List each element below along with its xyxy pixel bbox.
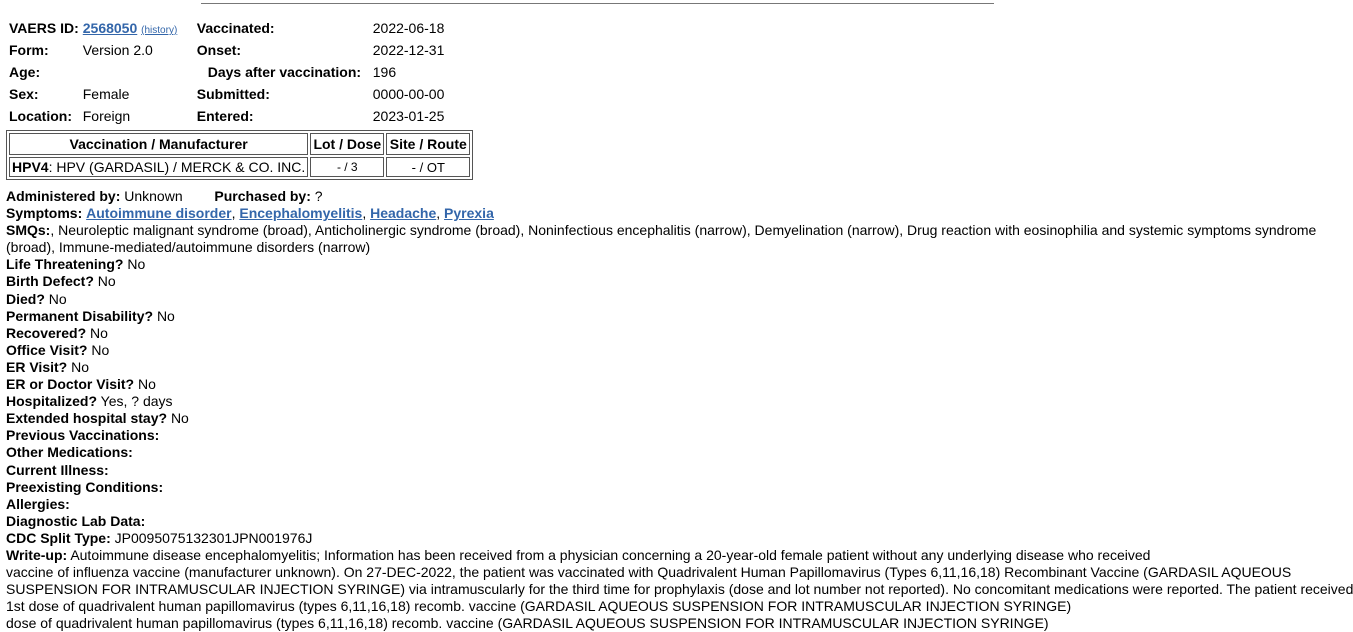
symptom-link-autoimmune[interactable]: Autoimmune disorder bbox=[86, 205, 232, 222]
onset-value: 2022-12-31 bbox=[372, 42, 445, 58]
age-label: Age: bbox=[9, 64, 41, 80]
vaers-id-cell bbox=[82, 18, 194, 38]
col-lot-header: Lot / Dose bbox=[310, 133, 384, 155]
administered-label: Administered by: bbox=[6, 188, 121, 204]
other-medications-row bbox=[6, 444, 1206, 461]
allergies-row bbox=[6, 496, 1206, 513]
office-visit-value: No bbox=[91, 341, 110, 358]
location-label: Location: bbox=[9, 108, 72, 124]
office-visit-row bbox=[6, 342, 1206, 359]
site-route-cell: - / OT bbox=[386, 157, 470, 177]
symptom-separator: , bbox=[436, 205, 445, 222]
administered-value: Unknown bbox=[124, 188, 183, 204]
symptom-link-headache[interactable]: Headache bbox=[370, 205, 437, 222]
birth-defect-value: No bbox=[97, 273, 116, 290]
vaccine-table bbox=[6, 130, 473, 180]
er-doctor-label: ER or Doctor Visit? bbox=[6, 376, 135, 393]
age-value bbox=[82, 62, 194, 82]
hospitalized-label: Hospitalized? bbox=[6, 393, 98, 410]
died-value: No bbox=[48, 290, 67, 307]
vaccine-name: : HPV (GARDASIL) / MERCK & CO. INC. bbox=[48, 159, 306, 175]
purchased-value: ? bbox=[314, 188, 323, 204]
vaccine-name-cell bbox=[9, 157, 308, 177]
top-divider bbox=[201, 3, 994, 4]
hospitalized-row bbox=[6, 393, 1206, 410]
symptom-separator: , bbox=[362, 205, 371, 222]
entered-value: 2023-01-25 bbox=[372, 108, 445, 124]
disability-label: Permanent Disability? bbox=[6, 307, 154, 324]
diagnostic-label: Diagnostic Lab Data: bbox=[6, 512, 146, 529]
extended-stay-label: Extended hospital stay? bbox=[6, 410, 168, 427]
vaccinated-value: 2022-06-18 bbox=[372, 20, 445, 36]
recovered-value: No bbox=[90, 324, 108, 341]
diagnostic-row bbox=[6, 513, 1206, 530]
symptom-separator: , bbox=[231, 205, 240, 222]
smqs-row-continued: (broad), Immune-mediated/autoimmune disorders (narrow) bbox=[6, 239, 371, 256]
days-value: 196 bbox=[372, 64, 397, 80]
birth-defect-row bbox=[6, 273, 1206, 290]
purchased-label: Purchased by: bbox=[214, 188, 311, 204]
life-threatening-row bbox=[6, 256, 1206, 273]
form-value: Version 2.0 bbox=[82, 42, 153, 58]
symptom-link-encephalomyelitis[interactable]: Encephalomyelitis bbox=[239, 205, 363, 222]
extended-stay-row bbox=[6, 410, 1206, 427]
symptoms-label: Symptoms: bbox=[6, 205, 83, 222]
er-visit-label: ER Visit? bbox=[6, 358, 68, 375]
writeup-row bbox=[6, 547, 1206, 564]
symptom-link-pyrexia[interactable]: Pyrexia bbox=[444, 205, 494, 222]
cdc-split-row bbox=[6, 530, 1206, 547]
life-threatening-value: No bbox=[127, 256, 146, 273]
smqs-value: , Neuroleptic malignant syndrome (broad), Anticholinergic syndrome (broad), Noninfectious encephalitis (narrow), Demyelination (narrow), Drug reaction with eosinophilia and systemic symptoms syndrome bbox=[50, 222, 1317, 239]
onset-label: Onset: bbox=[196, 42, 242, 58]
writeup-label: Write-up: bbox=[6, 546, 68, 563]
report-header bbox=[6, 16, 447, 128]
writeup-text: Autoimmune disease encephalomyelitis; Information has been received from a physician concerning a 20-year-old female patient without any underlying disease who received bbox=[70, 546, 1151, 563]
er-doctor-value: No bbox=[137, 376, 156, 393]
sex-value: Female bbox=[82, 86, 130, 102]
lot-dose-cell: - / 3 bbox=[310, 157, 384, 177]
office-visit-label: Office Visit? bbox=[6, 341, 88, 358]
disability-row bbox=[6, 308, 1206, 325]
smqs-label: SMQs: bbox=[6, 222, 51, 239]
history-link[interactable]: (history) bbox=[141, 25, 178, 36]
died-label: Died? bbox=[6, 290, 45, 307]
writeup-line-4: 1st dose of quadrivalent human papillomavirus (types 6,11,16,18) recomb. vaccine (GARDASIL AQUEOUS SUSPENSION FOR INTRAMUSCULAR INJECTION SYRINGE) bbox=[6, 598, 1072, 615]
symptoms-row bbox=[6, 205, 1206, 222]
extended-stay-value: No bbox=[170, 410, 189, 427]
cdc-split-label: CDC Split Type: bbox=[6, 529, 111, 546]
table-row bbox=[9, 157, 470, 177]
writeup-line-2: vaccine of influenza vaccine (manufacturer unknown). On 27-DEC-2022, the patient was vaccinated with Quadrivalent Human Papillomavirus (Types 6,11,16,18) Recombinant Vaccine (GARDASIL AQUEOUS bbox=[6, 564, 1292, 581]
vaccine-code: HPV4 bbox=[12, 159, 49, 175]
writeup-line-5: dose of quadrivalent human papillomavirus (types 6,11,16,18) recomb. vaccine (GARDASIL AQUEOUS SUSPENSION FOR INTRAMUSCULAR INJECTION SYRINGE) bbox=[6, 615, 1049, 632]
cdc-split-value: JP0095075132301JPN001976J bbox=[114, 529, 313, 546]
current-illness-row bbox=[6, 462, 1206, 479]
allergies-label: Allergies: bbox=[6, 495, 70, 512]
life-threatening-label: Life Threatening? bbox=[6, 256, 124, 273]
administered-row bbox=[6, 188, 1206, 205]
submitted-value: 0000-00-00 bbox=[372, 86, 445, 102]
days-label: Days after vaccination: bbox=[207, 64, 362, 80]
report-details bbox=[6, 188, 1353, 632]
previous-vaccinations-row bbox=[6, 427, 1206, 444]
preexisting-label: Preexisting Conditions: bbox=[6, 478, 164, 495]
died-row bbox=[6, 291, 1206, 308]
recovered-row bbox=[6, 325, 1206, 342]
previous-vaccinations-label: Previous Vaccinations: bbox=[6, 427, 160, 444]
entered-label: Entered: bbox=[196, 108, 254, 124]
submitted-label: Submitted: bbox=[196, 86, 270, 102]
writeup-line-3: SUSPENSION FOR INTRAMUSCULAR INJECTION SYRINGE) via intramuscularly for the third time for prophylaxis (dose and lot number not reported). No concomitant medications were reported. The patient received bbox=[6, 581, 1353, 598]
disability-value: No bbox=[156, 307, 175, 324]
vaers-id-label: VAERS ID: bbox=[9, 20, 79, 36]
current-illness-label: Current Illness: bbox=[6, 461, 109, 478]
vaccinated-label: Vaccinated: bbox=[196, 20, 275, 36]
col-vaccination-header: Vaccination / Manufacturer bbox=[9, 133, 308, 155]
location-value: Foreign bbox=[82, 108, 131, 124]
sex-label: Sex: bbox=[9, 86, 39, 102]
birth-defect-label: Birth Defect? bbox=[6, 273, 94, 290]
recovered-label: Recovered? bbox=[6, 324, 87, 341]
other-medications-label: Other Medications: bbox=[6, 444, 133, 461]
er-visit-row bbox=[6, 359, 1206, 376]
er-visit-value: No bbox=[71, 358, 89, 375]
er-doctor-row bbox=[6, 376, 1206, 393]
smqs-row bbox=[6, 222, 1317, 239]
form-label: Form: bbox=[9, 42, 49, 58]
col-site-header: Site / Route bbox=[386, 133, 470, 155]
vaers-id-link[interactable]: 2568050 bbox=[82, 20, 138, 36]
hospitalized-value: Yes, ? days bbox=[100, 393, 173, 410]
preexisting-row bbox=[6, 479, 1206, 496]
